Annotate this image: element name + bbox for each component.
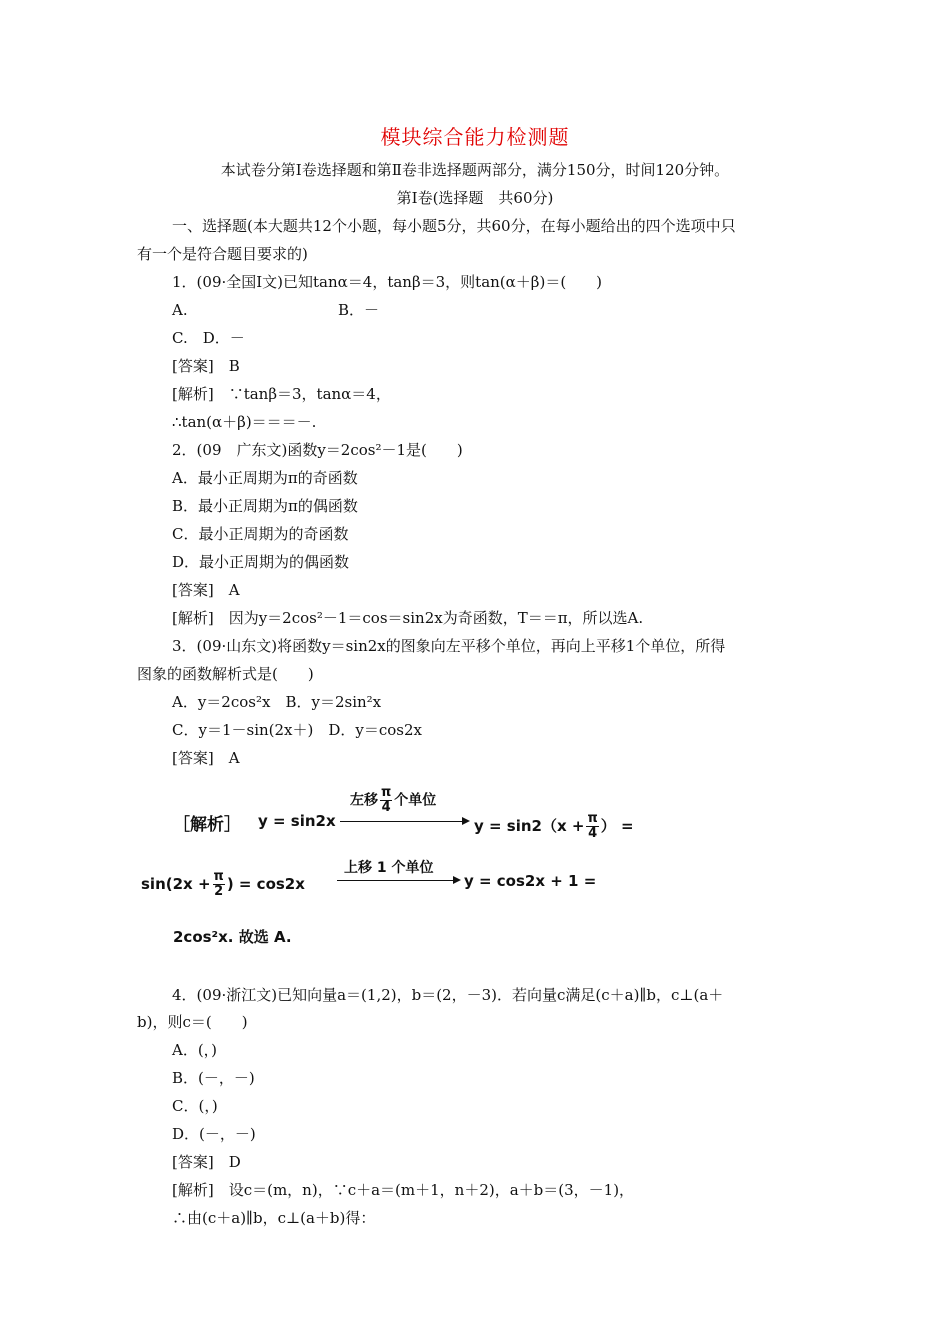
q3-stem-2: 图象的函数解析式是( ) <box>137 665 314 683</box>
q1-analysis-1: [解析] ∵tanβ＝3，tanα＝4， <box>172 385 391 403</box>
q3-solution-label: ［解析］ <box>173 815 241 835</box>
transform-arrow-1 <box>340 821 468 822</box>
q1-stem: 1．(09·全国Ⅰ文)已知tanα＝4，tanβ＝3，则tan(α＋β)＝( ) <box>172 273 603 291</box>
q2-option-a: A．最小正周期为π的奇函数 <box>172 469 358 487</box>
q2-option-d: D．最小正周期为的偶函数 <box>172 553 350 571</box>
q2-analysis: [解析] 因为y＝2cos²－1＝cos＝sin2x为奇函数，T＝＝π，所以选A. <box>172 609 644 627</box>
q3-solution-expr-4: y = cos2x + 1 = <box>464 872 597 890</box>
q4-option-d: D．(－，－) <box>172 1125 256 1143</box>
q3-answer: [答案] A <box>172 749 240 767</box>
section-instructions-1: 一、选择题(本大题共12个小题，每小题5分，共60分，在每小题给出的四个选项中只 <box>172 217 736 235</box>
q3-arrow1-label: 左移 $\frac{\pi}{4}$ 个单位 <box>350 785 437 815</box>
q3-arrow2-label: 上移 1 个单位 <box>344 860 434 876</box>
transform-arrow-2 <box>337 880 459 881</box>
q2-answer: [答案] A <box>172 581 240 599</box>
q2-option-b: B．最小正周期为π的偶函数 <box>172 497 358 515</box>
q3-stem-1: 3．(09·山东文)将函数y＝sin2x的图象向左平移个单位，再向上平移1个单位，所得 <box>172 637 726 655</box>
q2-stem: 2．(09 广东文)函数y＝2cos²－1是( ) <box>172 441 463 459</box>
q4-answer: [答案] D <box>172 1153 241 1171</box>
q1-option-b: B．－ <box>338 301 380 319</box>
q4-option-a: A．(，) <box>172 1041 218 1059</box>
q4-analysis-2: ∴由(c＋a)∥b，c⊥(a＋b)得： <box>172 1209 376 1227</box>
q4-option-b: B．(－，－) <box>172 1069 255 1087</box>
q4-stem-2: b)，则c＝( ) <box>137 1013 248 1031</box>
q1-option-a: A. <box>172 301 188 319</box>
q2-option-c: C．最小正周期为的奇函数 <box>172 525 349 543</box>
intro-line: 本试卷分第Ⅰ卷选择题和第Ⅱ卷非选择题两部分，满分150分，时间120分钟。 <box>220 161 730 179</box>
q1-analysis-2: ∴tan(α＋β)＝＝＝－. <box>172 413 317 431</box>
part-heading: 第Ⅰ卷(选择题 共60分) <box>396 189 554 207</box>
q3-solution-conclusion: 2cos²x. 故选 A. <box>173 928 292 946</box>
fraction-pi-over-2: $\frac{\pi}{2}$ <box>213 869 224 899</box>
q4-option-c: C．(，) <box>172 1097 218 1115</box>
q3-solution-expr-1: y = sin2x <box>258 812 336 830</box>
page-title: 模块综合能力检测题 <box>380 125 570 149</box>
q4-stem-1: 4．(09·浙江文)已知向量a＝(1,2)，b＝(2，－3)．若向量c满足(c＋a)∥b，c⊥(a＋ <box>172 986 724 1004</box>
q3-option-ab: A．y＝2cos²x B．y＝2sin²x <box>172 693 382 711</box>
q3-option-cd: C．y＝1－sin(2x＋) D．y＝cos2x <box>172 721 422 739</box>
q3-solution-expr-2: y = sin2（x + $\frac{\pi}{4}$ ） = <box>474 811 634 841</box>
section-instructions-2: 有一个是符合题目要求的) <box>137 245 308 263</box>
q4-analysis-1: [解析] 设c＝(m，n)，∵c＋a＝(m＋1，n＋2)，a＋b＝(3，－1)， <box>172 1181 635 1199</box>
fraction-pi-over-4: $\frac{\pi}{4}$ <box>381 785 392 815</box>
fraction-pi-over-4-b: $\frac{\pi}{4}$ <box>587 811 598 841</box>
q1-answer: [答案] B <box>172 357 240 375</box>
q1-option-cd: C. D．－ <box>172 329 245 347</box>
q3-solution-expr-3: sin(2x + $\frac{\pi}{2}$ ) = cos2x <box>141 869 305 899</box>
